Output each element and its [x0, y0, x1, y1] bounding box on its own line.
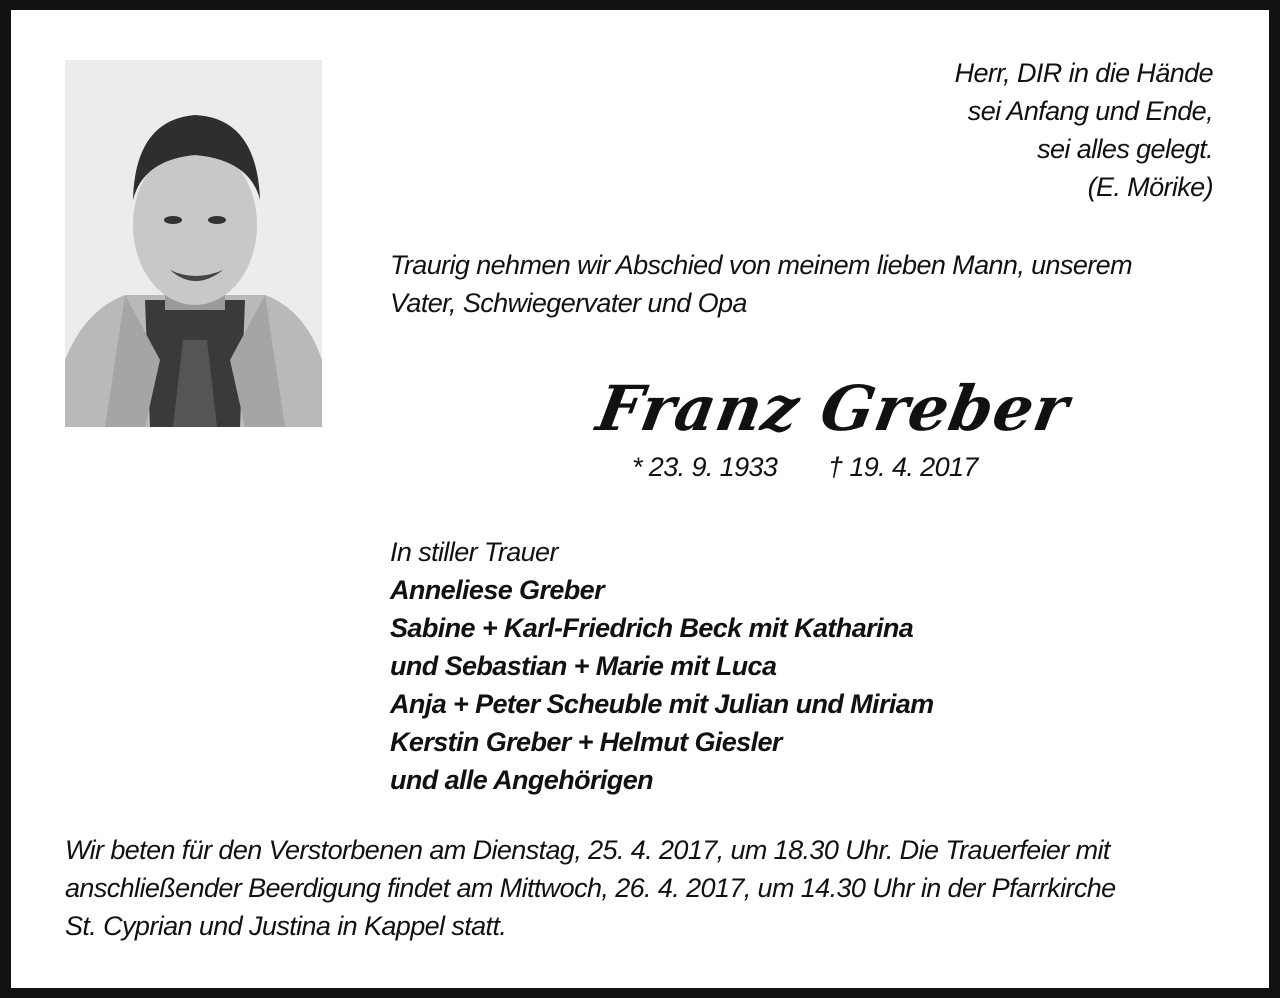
mourner-line: Anja + Peter Scheuble mit Julian und Miriam	[390, 689, 934, 719]
intro-line: Vater, Schwiegervater und Opa	[390, 288, 747, 318]
quote-author: (E. Mörike)	[1087, 172, 1213, 202]
birth-date: * 23. 9. 1933	[632, 452, 778, 482]
quote-line: sei alles gelegt.	[1037, 134, 1213, 164]
intro-text	[390, 246, 1132, 322]
mourners-list	[390, 533, 934, 799]
service-notice	[65, 831, 1225, 945]
mourner-line: Kerstin Greber + Helmut Giesler	[390, 727, 782, 757]
mourner-line: Anneliese Greber	[390, 575, 604, 605]
mourner-line: Sabine + Karl-Friedrich Beck mit Katharina	[390, 613, 914, 643]
death-date: † 19. 4. 2017	[828, 452, 978, 482]
mourner-line: und alle Angehörigen	[390, 765, 654, 795]
service-line: anschließender Beerdigung findet am Mittwoch, 26. 4. 2017, um 14.30 Uhr in der Pfarrkirche	[65, 873, 1116, 903]
quote-line: Herr, DIR in die Hände	[954, 58, 1213, 88]
mourner-line: und Sebastian + Marie mit Luca	[390, 651, 777, 681]
deceased-name: Franz Greber	[591, 372, 1075, 445]
service-line: Wir beten für den Verstorbenen am Dienstag, 25. 4. 2017, um 18.30 Uhr. Die Trauerfeier mit	[65, 835, 1110, 865]
intro-line: Traurig nehmen wir Abschied von meinem lieben Mann, unserem	[390, 250, 1132, 280]
portrait-photo	[65, 60, 322, 427]
quote-block	[955, 54, 1213, 206]
service-line: St. Cyprian und Justina in Kappel statt.	[65, 911, 507, 941]
quote-line: sei Anfang und Ende,	[967, 96, 1213, 126]
mourners-heading: In stiller Trauer	[390, 537, 558, 567]
